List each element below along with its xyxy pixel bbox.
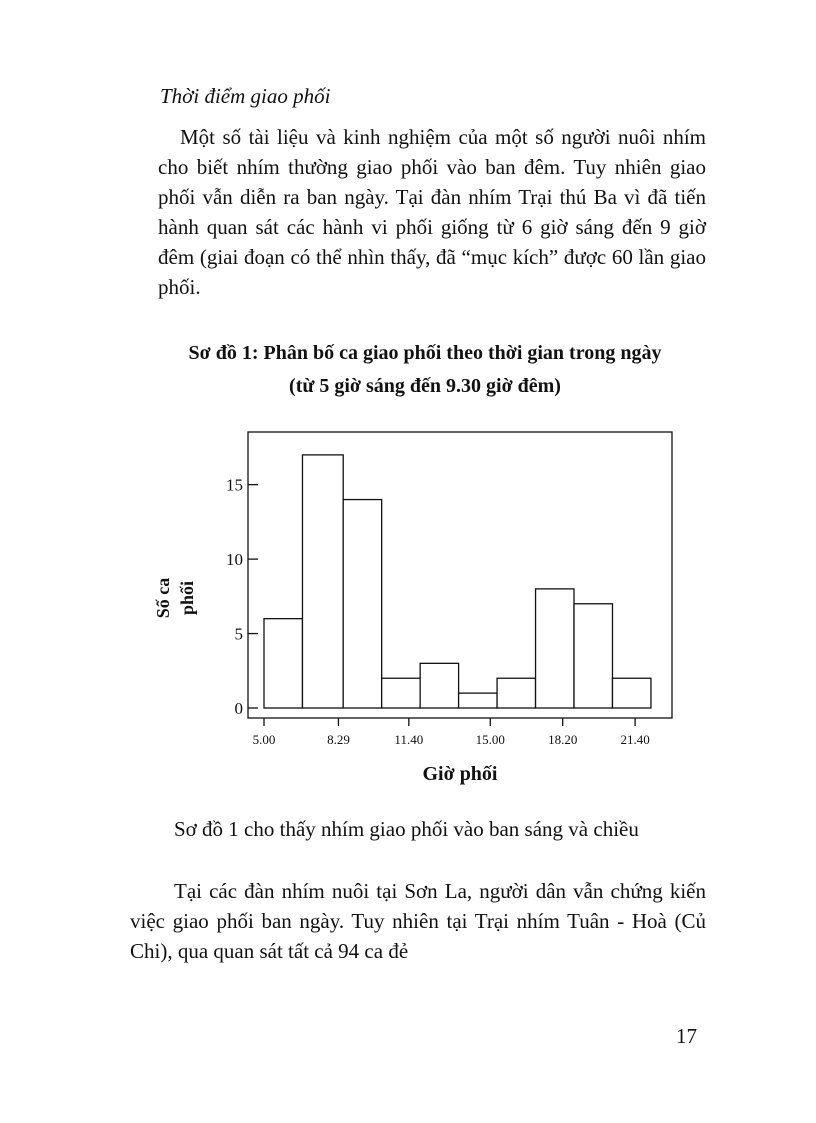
histogram-bar <box>612 678 650 708</box>
chart-title: Sơ đồ 1: Phân bố ca giao phối theo thời gian trong ngày <box>188 342 662 364</box>
histogram-bar <box>536 589 574 708</box>
paragraph-2: Sơ đồ 1 cho thấy nhím giao phối vào ban sáng và chiều <box>174 817 639 841</box>
chart-subtitle: (từ 5 giờ sáng đến 9.30 giờ đêm) <box>289 375 561 397</box>
histogram-bar <box>574 604 612 708</box>
paragraph-1: Một số tài liệu và kinh nghiệm của một số người nuôi nhím cho biết nhím thường giao phối vào ban đêm. Tuy nhiên giao phối vẫn diễn ra ban ngày. Tại đàn nhím Trại thú Ba vì đã tiến hành quan sát các hành vi phối giống từ 6 giờ sáng đến 9 giờ đêm (giai đoạn có thể nhìn thấy, đã “mục kích” được 60 lần giao phối. <box>158 125 706 299</box>
y-tick-label: 0 <box>234 699 243 718</box>
y-tick-label: 5 <box>234 624 243 644</box>
x-tick-label: 18.20 <box>548 732 578 747</box>
page-number: 17 <box>676 1024 697 1048</box>
histogram-bar <box>459 693 497 708</box>
section-subheading: Thời điểm giao phối <box>160 84 331 108</box>
x-tick-label: 5.00 <box>252 732 276 747</box>
x-tick-label: 15.00 <box>475 732 505 747</box>
y-tick-label: 10 <box>226 550 243 570</box>
histogram-bar <box>264 619 302 708</box>
histogram-bar <box>343 500 381 708</box>
histogram-bar <box>382 678 420 708</box>
histogram-bar <box>302 455 343 708</box>
x-tick-label: 21.40 <box>620 732 650 747</box>
y-axis-label-line1: Số ca <box>153 577 173 619</box>
x-tick-label: 8.29 <box>327 732 350 747</box>
x-axis-label: Giờ phối <box>422 763 498 785</box>
histogram-bar <box>497 678 535 708</box>
paragraph-3: Tại các đàn nhím nuôi tại Sơn La, người dân vẫn chứng kiến việc giao phối ban ngày. Tuy nhiên tại Trại nhím Tuân - Hoà (Củ Chi), qua quan sát tất cả 94 ca đẻ <box>130 879 706 963</box>
histogram-bar <box>420 663 458 708</box>
y-tick-label: 15 <box>226 475 243 495</box>
x-tick-label: 11.40 <box>394 732 424 747</box>
y-axis-label-line2: phối <box>177 580 197 616</box>
